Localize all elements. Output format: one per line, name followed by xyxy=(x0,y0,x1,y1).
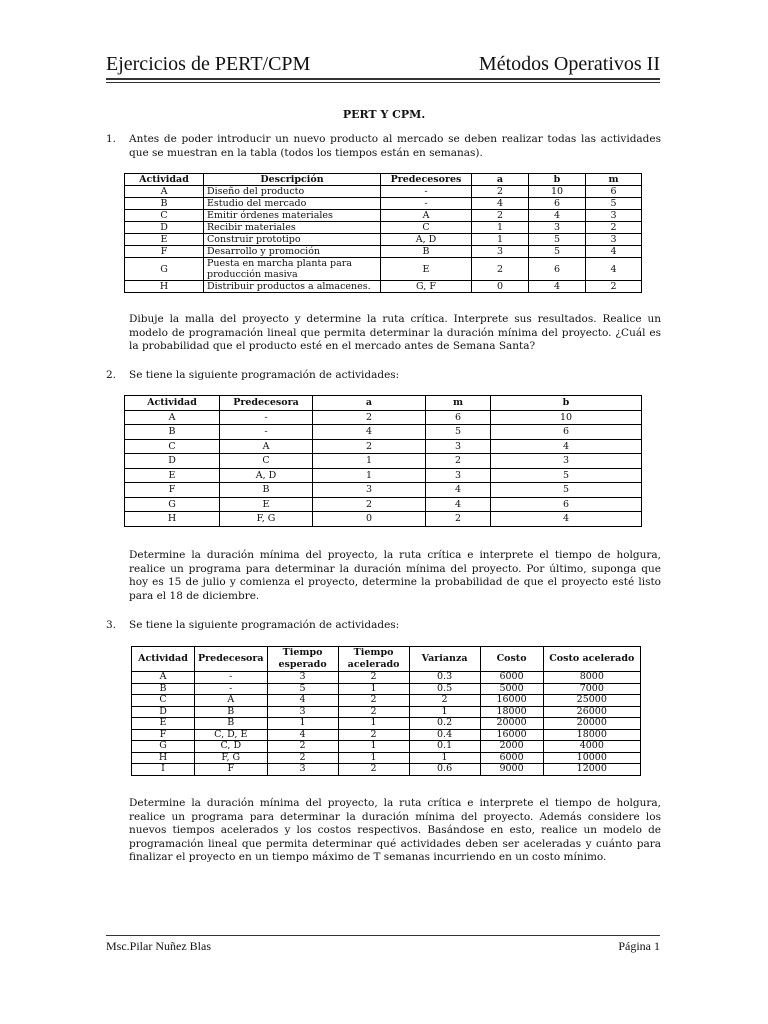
table-cell: 3 xyxy=(426,468,491,483)
table-cell: 1 xyxy=(338,741,409,753)
ex3-question: Determine la duración mínima del proyecto, la ruta crítica e interprete el tiempo de holgura, realice un programa para determinar la duración mínima del proyecto. Además considere los nuevos tiempos acelerados y los costos respectivos. Basándose en esto, realice un modelo de programación lineal que permita determinar qué actividades deben ser aceleradas y cuánto para finalizar el proyecto en un tiempo máximo de T semanas incurriendo en un costo mínimo. xyxy=(129,797,661,863)
table-cell: 1 xyxy=(338,752,409,764)
table-cell: 10000 xyxy=(543,752,640,764)
table-cell: Diseño del producto xyxy=(204,186,381,198)
table-cell: 4 xyxy=(267,729,338,741)
table-row xyxy=(125,198,642,210)
table-cell: 0.1 xyxy=(409,741,480,753)
col-header: Actividad xyxy=(132,647,195,672)
table-cell: 2 xyxy=(338,706,409,718)
table-row xyxy=(132,706,641,718)
table-header-row xyxy=(125,396,642,411)
col-header: Tiempo esperado xyxy=(267,647,338,672)
footer-page-number: Página 1 xyxy=(618,939,660,953)
table-cell: Estudio del mercado xyxy=(204,198,381,210)
table-cell: H xyxy=(125,281,204,293)
table-cell: 6 xyxy=(491,425,642,440)
table-row xyxy=(132,741,641,753)
table-cell: 2 xyxy=(426,512,491,527)
table-cell: F xyxy=(125,246,204,258)
table-row xyxy=(125,454,642,469)
table-cell: 0.2 xyxy=(409,718,480,730)
table-cell: F, G xyxy=(220,512,313,527)
table-cell: 3 xyxy=(529,222,586,234)
table-cell: 16000 xyxy=(480,695,543,707)
table-cell: - xyxy=(381,198,472,210)
table-cell: 5 xyxy=(529,234,586,246)
table-cell: Emitir órdenes materiales xyxy=(204,210,381,222)
header-left: Ejercicios de PERT/CPM xyxy=(106,53,311,75)
table-cell: 1 xyxy=(267,718,338,730)
table-cell: B xyxy=(125,425,220,440)
table-row xyxy=(125,222,642,234)
table-cell: 4 xyxy=(267,695,338,707)
table-cell: 2 xyxy=(472,210,529,222)
table-cell: 5 xyxy=(491,468,642,483)
table-cell: 7000 xyxy=(543,683,640,695)
table-cell: 3 xyxy=(267,706,338,718)
table-header-row xyxy=(132,647,641,672)
table-cell: 6 xyxy=(529,258,586,281)
table-cell: 9000 xyxy=(480,764,543,776)
table-cell: - xyxy=(220,425,313,440)
col-header: Costo acelerado xyxy=(543,647,640,672)
table-cell: D xyxy=(132,706,195,718)
table-cell: 12000 xyxy=(543,764,640,776)
table-row xyxy=(125,234,642,246)
table-row xyxy=(125,246,642,258)
table-cell: 6000 xyxy=(480,672,543,684)
table-cell: 4 xyxy=(529,281,586,293)
ex1-intro: Antes de poder introducir un nuevo producto al mercado se deben realizar todas las actividades que se muestran en la tabla (todos los tiempos están en semanas). xyxy=(129,133,661,159)
table-cell: 16000 xyxy=(480,729,543,741)
table-cell: A xyxy=(195,695,268,707)
table-cell: 0.6 xyxy=(409,764,480,776)
table-row xyxy=(125,497,642,512)
table-cell: 3 xyxy=(491,454,642,469)
table-cell: 3 xyxy=(313,483,426,498)
table-cell: F xyxy=(125,483,220,498)
table-cell: 6 xyxy=(529,198,586,210)
footer-author: Msc.Pilar Nuñez Blas xyxy=(106,939,211,953)
table-cell: 2 xyxy=(409,695,480,707)
table-cell: 3 xyxy=(267,672,338,684)
table-row xyxy=(132,729,641,741)
table-row xyxy=(125,410,642,425)
table-cell: 4 xyxy=(313,425,426,440)
table-cell: C xyxy=(220,454,313,469)
table-row xyxy=(132,683,641,695)
ex2-intro: Se tiene la siguiente programación de actividades: xyxy=(129,369,400,381)
table-cell: 26000 xyxy=(543,706,640,718)
col-header: m xyxy=(426,396,491,411)
col-header: Predecesora xyxy=(220,396,313,411)
table-cell: 2000 xyxy=(480,741,543,753)
table-cell: 0 xyxy=(313,512,426,527)
table-cell: F xyxy=(132,729,195,741)
table-cell: 5 xyxy=(586,198,642,210)
table-cell: 1 xyxy=(409,752,480,764)
table-cell: 6 xyxy=(586,186,642,198)
table-row xyxy=(125,210,642,222)
table-cell: C, D, E xyxy=(195,729,268,741)
table-cell: 2 xyxy=(338,695,409,707)
table-cell: 2 xyxy=(586,222,642,234)
table-cell: 2 xyxy=(586,281,642,293)
table-cell: B xyxy=(132,683,195,695)
table-row xyxy=(125,483,642,498)
table-cell: 20000 xyxy=(543,718,640,730)
table-cell: A xyxy=(125,410,220,425)
footer-rule xyxy=(106,935,660,936)
table-cell: C xyxy=(125,439,220,454)
table-row xyxy=(132,764,641,776)
table-cell: B xyxy=(220,483,313,498)
table-row xyxy=(132,752,641,764)
table-cell: 6000 xyxy=(480,752,543,764)
table-cell: 5 xyxy=(529,246,586,258)
table-cell: 4 xyxy=(491,512,642,527)
table-cell: C xyxy=(381,222,472,234)
page-header xyxy=(106,46,660,76)
ex3-number: 3. xyxy=(106,619,117,631)
table-cell: 2 xyxy=(472,258,529,281)
table-cell: 3 xyxy=(267,764,338,776)
table-cell: 18000 xyxy=(480,706,543,718)
table-cell: A xyxy=(132,672,195,684)
table-cell: 2 xyxy=(426,454,491,469)
table-cell: A xyxy=(125,186,204,198)
page-footer xyxy=(106,939,660,954)
table-cell: 4 xyxy=(586,246,642,258)
table-cell: 2 xyxy=(313,410,426,425)
table-cell: 3 xyxy=(586,210,642,222)
ex1-number: 1. xyxy=(106,133,117,145)
ex3-table xyxy=(131,646,641,776)
table-cell: 0.3 xyxy=(409,672,480,684)
table-cell: 8000 xyxy=(543,672,640,684)
table-cell: C, D xyxy=(195,741,268,753)
table-cell: 4 xyxy=(586,258,642,281)
table-cell: 10 xyxy=(491,410,642,425)
table-cell: 6 xyxy=(491,497,642,512)
table-cell: 1 xyxy=(313,454,426,469)
table-cell: F xyxy=(195,764,268,776)
table-cell: Desarrollo y promoción xyxy=(204,246,381,258)
table-cell: 2 xyxy=(313,497,426,512)
col-header: Predecesores xyxy=(381,174,472,186)
table-cell: 2 xyxy=(313,439,426,454)
table-cell: 4 xyxy=(491,439,642,454)
table-cell: 25000 xyxy=(543,695,640,707)
table-cell: E xyxy=(125,468,220,483)
table-cell: 1 xyxy=(409,706,480,718)
table-cell: H xyxy=(125,512,220,527)
table-row xyxy=(132,718,641,730)
table-cell: D xyxy=(125,454,220,469)
table-cell: E xyxy=(220,497,313,512)
col-header: Actividad xyxy=(125,396,220,411)
table-cell: 0 xyxy=(472,281,529,293)
table-row xyxy=(132,672,641,684)
ex3-intro: Se tiene la siguiente programación de actividades: xyxy=(129,619,400,631)
table-cell: 0.5 xyxy=(409,683,480,695)
table-cell: - xyxy=(195,683,268,695)
table-cell: 1 xyxy=(338,718,409,730)
table-cell: 3 xyxy=(586,234,642,246)
table-row xyxy=(125,186,642,198)
table-cell: - xyxy=(220,410,313,425)
table-cell: A, D xyxy=(381,234,472,246)
table-cell: 5 xyxy=(267,683,338,695)
col-header: Descripción xyxy=(204,174,381,186)
table-cell: - xyxy=(381,186,472,198)
ex2-number: 2. xyxy=(106,369,117,381)
table-cell: 5000 xyxy=(480,683,543,695)
table-cell: - xyxy=(195,672,268,684)
ex1-table xyxy=(124,173,642,293)
table-cell: 5 xyxy=(426,425,491,440)
table-row xyxy=(125,468,642,483)
table-row xyxy=(125,258,642,281)
table-cell: B xyxy=(195,706,268,718)
table-cell: B xyxy=(381,246,472,258)
col-header: Costo xyxy=(480,647,543,672)
table-cell: 4 xyxy=(529,210,586,222)
table-cell: 0.4 xyxy=(409,729,480,741)
table-row xyxy=(125,439,642,454)
table-cell: Recibir materiales xyxy=(204,222,381,234)
table-cell: G xyxy=(132,741,195,753)
col-header: b xyxy=(491,396,642,411)
table-cell: A xyxy=(220,439,313,454)
col-header: Varianza xyxy=(409,647,480,672)
table-cell: 3 xyxy=(426,439,491,454)
table-cell: G xyxy=(125,258,204,281)
table-cell: F, G xyxy=(195,752,268,764)
table-cell: 4 xyxy=(426,483,491,498)
table-cell: E xyxy=(125,234,204,246)
table-cell: 10 xyxy=(529,186,586,198)
table-cell: 1 xyxy=(472,222,529,234)
table-cell: A, D xyxy=(220,468,313,483)
table-cell: 1 xyxy=(472,234,529,246)
table-cell: 4 xyxy=(472,198,529,210)
col-header: a xyxy=(472,174,529,186)
ex2-question: Determine la duración mínima del proyecto, la ruta crítica e interprete el tiempo de holgura, realice un programa para determinar la duración mínima del proyecto. Por último, suponga que hoy es 15 de julio y comienza el proyecto, determine la probabilidad de que el proyecto esté listo para el 18 de diciembre. xyxy=(129,549,661,602)
table-cell: 20000 xyxy=(480,718,543,730)
table-cell: C xyxy=(132,695,195,707)
table-cell: 1 xyxy=(338,683,409,695)
table-cell: 2 xyxy=(338,764,409,776)
table-row xyxy=(132,695,641,707)
table-cell: C xyxy=(125,210,204,222)
table-cell: 5 xyxy=(491,483,642,498)
table-cell: Puesta en marcha planta para producción masiva xyxy=(204,258,381,281)
table-cell: 2 xyxy=(338,672,409,684)
page-title: PERT Y CPM. xyxy=(342,108,426,121)
table-cell: 4000 xyxy=(543,741,640,753)
table-cell: 1 xyxy=(313,468,426,483)
table-cell: 18000 xyxy=(543,729,640,741)
table-cell: 2 xyxy=(338,729,409,741)
ex2-table xyxy=(124,395,642,527)
table-cell: 2 xyxy=(267,741,338,753)
table-header-row xyxy=(125,174,642,186)
table-cell: Construir prototipo xyxy=(204,234,381,246)
table-cell: G xyxy=(125,497,220,512)
col-header: b xyxy=(529,174,586,186)
ex1-question: Dibuje la malla del proyecto y determine la ruta crítica. Interprete sus resultados. Realice un modelo de programación lineal que permita determinar la duración mínima del proyecto. ¿Cuál es la probabilidad que el producto esté en el mercado antes de Semana Santa? xyxy=(129,313,661,352)
header-rule xyxy=(106,78,660,83)
table-cell: E xyxy=(132,718,195,730)
table-row xyxy=(125,425,642,440)
col-header: m xyxy=(586,174,642,186)
table-cell: Distribuir productos a almacenes. xyxy=(204,281,381,293)
table-cell: I xyxy=(132,764,195,776)
table-cell: B xyxy=(195,718,268,730)
header-right: Métodos Operativos II xyxy=(478,53,660,75)
col-header: Predecesora xyxy=(195,647,268,672)
table-cell: A xyxy=(381,210,472,222)
table-cell: 6 xyxy=(426,410,491,425)
table-row xyxy=(125,281,642,293)
table-cell: 3 xyxy=(472,246,529,258)
table-cell: 2 xyxy=(472,186,529,198)
table-cell: 4 xyxy=(426,497,491,512)
table-row xyxy=(125,512,642,527)
col-header: Tiempo acelerado xyxy=(338,647,409,672)
table-cell: G, F xyxy=(381,281,472,293)
table-cell: E xyxy=(381,258,472,281)
table-cell: 2 xyxy=(267,752,338,764)
table-cell: B xyxy=(125,198,204,210)
col-header: a xyxy=(313,396,426,411)
table-cell: D xyxy=(125,222,204,234)
col-header: Actividad xyxy=(125,174,204,186)
table-cell: H xyxy=(132,752,195,764)
